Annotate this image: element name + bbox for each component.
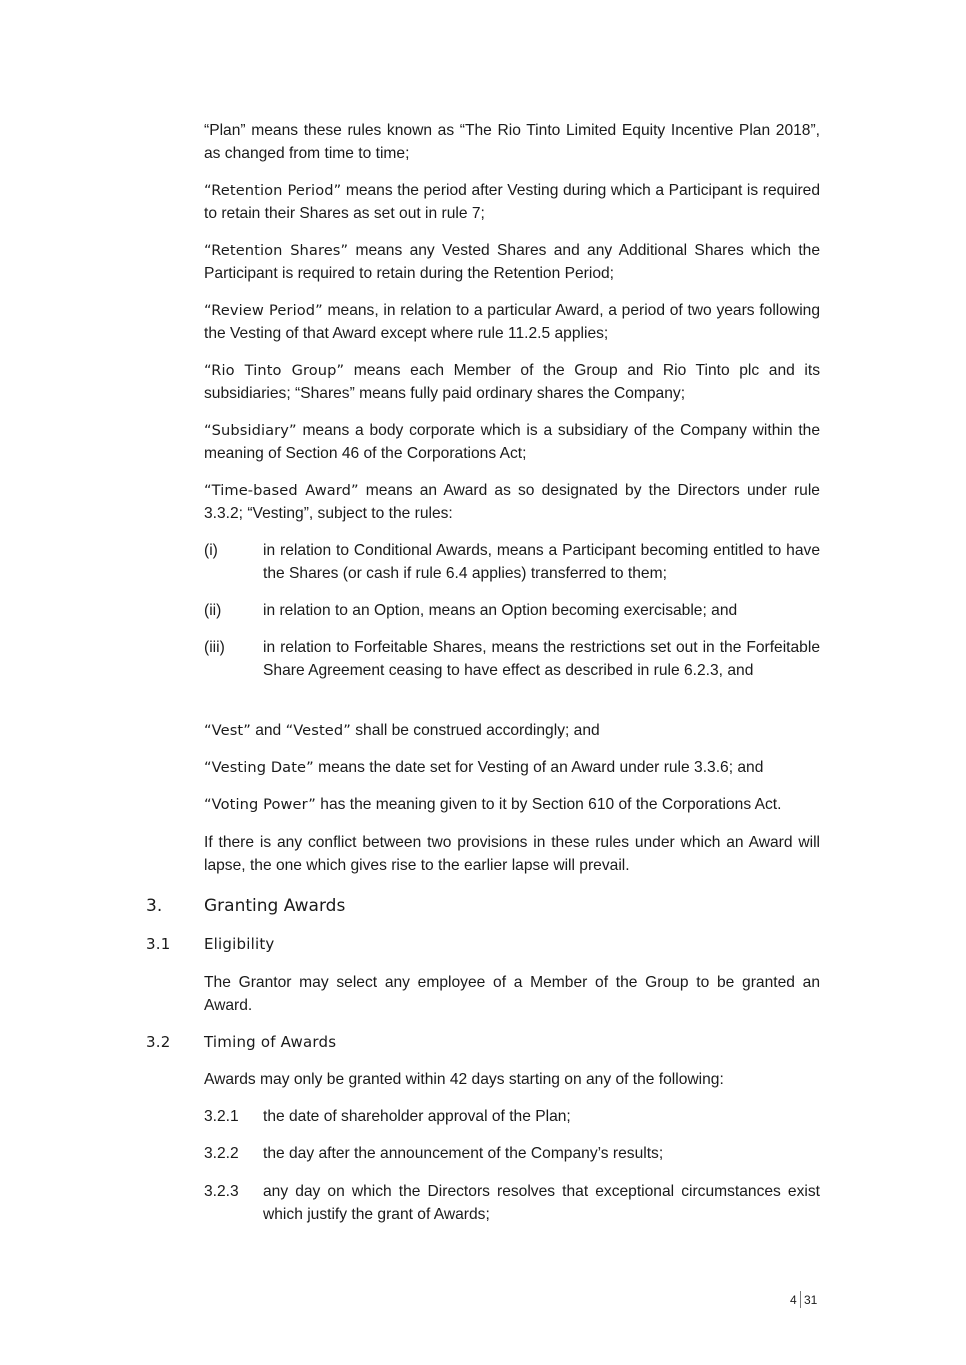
term-vest: “Vest”	[204, 722, 251, 739]
timing-intro: Awards may only be granted within 42 days starting on any of the following:	[204, 1071, 724, 1088]
definition-vesting-date	[204, 756, 820, 779]
list-item-text: in relation to Conditional Awards, means a Participant becoming entitled to have the Shares (or cash if rule 6.4 applies) transferred to them;	[263, 542, 820, 582]
term-vesting-date: “Vesting Date”	[204, 759, 314, 776]
term-time-based-award: “Time-based Award”	[204, 482, 359, 499]
list-item-text: any day on which the Directors resolves that exceptional circumstances exist which justify the grant of Awards;	[263, 1183, 820, 1223]
definition-time-based-award	[204, 479, 820, 525]
subsection-number: 3.1	[146, 935, 171, 953]
subsection-number: 3.2	[146, 1033, 171, 1051]
term-plan: “Plan”	[204, 122, 246, 139]
subsection-title: Eligibility	[204, 935, 275, 953]
conflict-paragraph: If there is any conflict between two provisions in these rules under which an Award will lapse, the one which gives rise to the earlier lapse will prevail.	[204, 834, 820, 874]
definition-text: means, in relation to a particular Award, a period of two years following the Vesting of that Award except where rule 11.2.5 applies;	[204, 302, 821, 342]
definition-subsidiary	[204, 419, 820, 465]
definition-vest	[204, 719, 820, 742]
list-item-label: 3.2.2	[204, 1145, 239, 1162]
term-subsidiary: “Subsidiary”	[204, 422, 297, 439]
definition-plan	[204, 119, 820, 165]
page-number-current: 4	[790, 1293, 797, 1307]
term-review-period: “Review Period”	[204, 302, 323, 319]
section-number: 3.	[146, 896, 163, 916]
eligibility-paragraph: The Grantor may select any employee of a Member of the Group to be granted an Award.	[204, 974, 820, 1014]
definition-review-period	[204, 299, 820, 345]
list-item-label: (i)	[204, 542, 218, 559]
definition-text: means the period after Vesting during which a Participant is required to retain their Shares as set out in rule 7;	[204, 182, 820, 222]
list-item-text: the day after the announcement of the Company’s results;	[263, 1145, 664, 1162]
definition-retention-shares	[204, 239, 820, 285]
list-item-text: in relation to Forfeitable Shares, means the restrictions set out in the Forfeitable Share Agreement ceasing to have effect as described in rule 6.2.3, and	[263, 639, 820, 679]
subsection-title: Timing of Awards	[204, 1033, 337, 1051]
list-item-label: 3.2.1	[204, 1108, 239, 1125]
definition-retention-period	[204, 179, 820, 225]
list-item-label: (iii)	[204, 639, 225, 656]
definition-rio-tinto-group	[204, 359, 820, 405]
definition-text: means an Award as so designated by the Directors under rule 3.3.2; “Vesting”, subject to the rules:	[204, 482, 820, 522]
definition-text: means any Vested Shares and any Additional Shares which the Participant is required to retain during the Retention Period;	[204, 242, 820, 282]
page-number-divider	[800, 1291, 801, 1308]
definition-voting-power	[204, 793, 820, 816]
list-item-label: 3.2.3	[204, 1183, 239, 1200]
section-title: Granting Awards	[204, 896, 346, 916]
term-retention-shares: “Retention Shares”	[204, 242, 349, 259]
list-item-label: (ii)	[204, 602, 222, 619]
definition-text: has the meaning given to it by Section 610 of the Corporations Act.	[315, 796, 782, 813]
definition-text: and	[250, 722, 286, 739]
term-rio-tinto-group: “Rio Tinto Group”	[204, 362, 345, 379]
term-retention-period: “Retention Period”	[204, 182, 342, 199]
definition-text: means the date set for Vesting of an Award under rule 3.3.6; and	[313, 759, 764, 776]
definition-text: means a body corporate which is a subsidiary of the Company within the meaning of Section 46 of the Corporations Act;	[204, 422, 820, 462]
term-voting-power: “Voting Power”	[204, 796, 316, 813]
definition-text: means each Member of the Group and Rio Tinto plc and its subsidiaries; “Shares” means fully paid ordinary shares the Company;	[204, 362, 820, 402]
definition-text: shall be construed accordingly; and	[350, 722, 600, 739]
definition-text: means these rules known as “The Rio Tinto Limited Equity Incentive Plan 2018”, as changed from time to time;	[204, 122, 820, 162]
page-number-total: 31	[804, 1293, 818, 1307]
list-item-text: the date of shareholder approval of the Plan;	[263, 1108, 571, 1125]
list-item-text: in relation to an Option, means an Option becoming exercisable; and	[263, 602, 738, 619]
term-vested: “Vested”	[285, 722, 351, 739]
